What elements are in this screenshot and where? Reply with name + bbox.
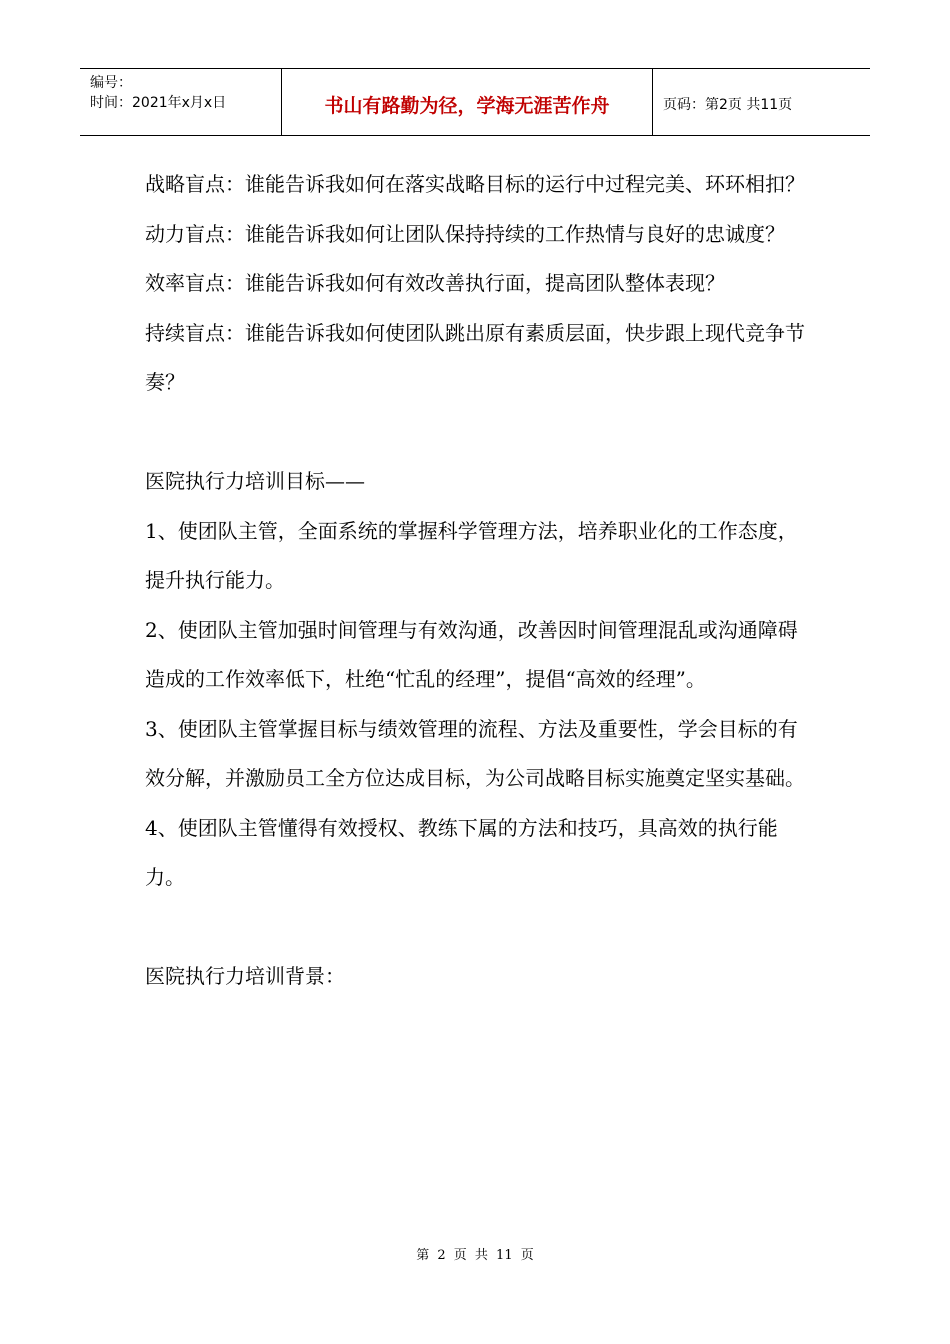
- paragraph-efficiency-blindspot: 效率盲点：谁能告诉我如何有效改善执行面，提高团队整体表现？: [145, 271, 725, 295]
- page-footer: 第 2 页 共 11 页: [416, 1248, 534, 1263]
- spacer: [145, 903, 815, 953]
- header-page-info: 页码：第2页 共11页: [663, 97, 793, 113]
- spacer: [145, 408, 815, 458]
- section-heading-goals: 医院执行力培训目标——: [145, 469, 365, 493]
- goal-item-3: 3、使团队主管掌握目标与绩效管理的流程、方法及重要性，学会目标的有效分解，并激励员工全方位达成目标，为公司战略目标实施奠定坚实基础。: [145, 716, 805, 790]
- number-label: 编号：: [90, 75, 132, 91]
- header-meta-cell: [80, 69, 282, 135]
- section-heading-background: 医院执行力培训背景：: [145, 964, 345, 988]
- goal-item-1: 1、使团队主管，全面系统的掌握科学管理方法，培养职业化的工作态度，提升执行能力。: [145, 518, 798, 592]
- document-body: [145, 160, 815, 1002]
- header-motto: 书山有路勤为径，学海无涯苦作舟: [282, 69, 653, 135]
- goal-item-4: 4、使团队主管懂得有效授权、教练下属的方法和技巧，具高效的执行能力。: [145, 815, 778, 889]
- paragraph-motivation-blindspot: 动力盲点：谁能告诉我如何让团队保持持续的工作热情与良好的忠诚度？: [145, 221, 785, 246]
- goal-item-2: 2、使团队主管加强时间管理与有效沟通，改善因时间管理混乱或沟通障碍造成的工作效率低下，杜绝“忙乱的经理”，提倡“高效的经理”。: [145, 617, 798, 691]
- paragraph-strategy-blindspot: 战略盲点：谁能告诉我如何在落实战略目标的运行中过程完美、环环相扣？: [145, 172, 805, 196]
- document-header: [80, 68, 870, 136]
- date-label: 时间：2021年x月x日: [90, 95, 227, 111]
- paragraph-continuity-blindspot: 持续盲点：谁能告诉我如何使团队跳出原有素质层面，快步跟上现代竞争节奏？: [145, 320, 805, 394]
